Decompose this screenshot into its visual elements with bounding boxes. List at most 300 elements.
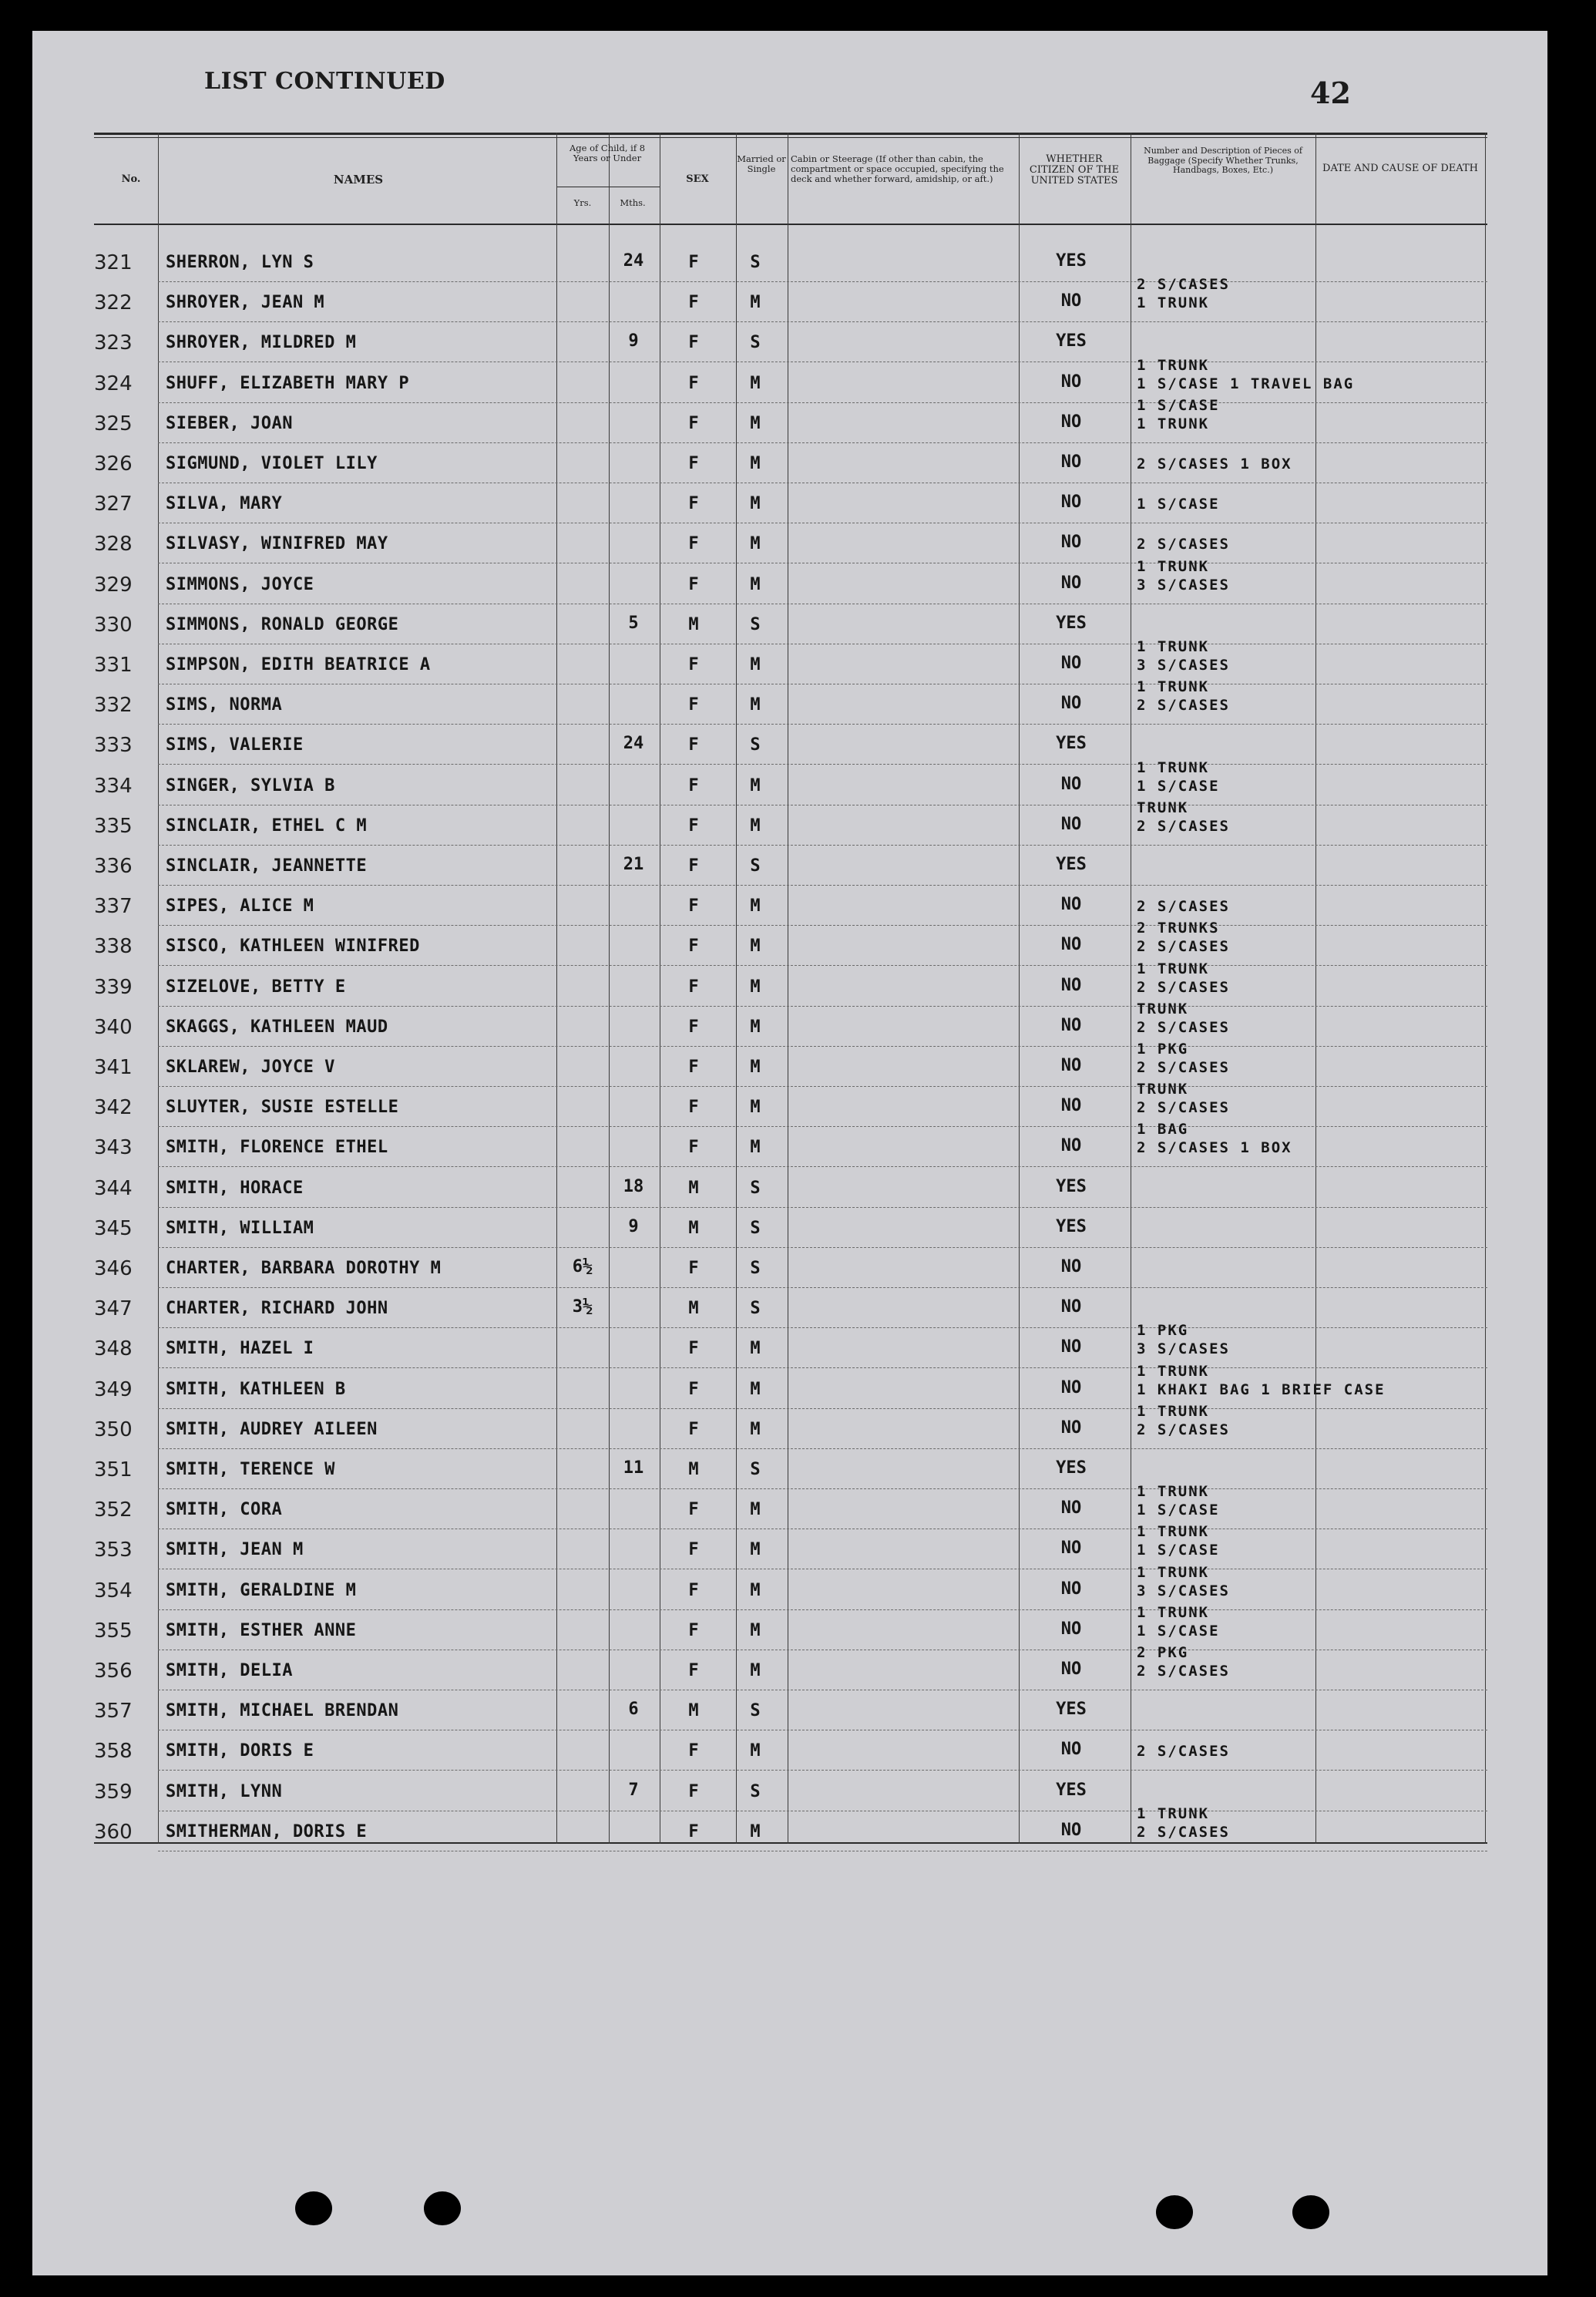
sex-value: M [688, 614, 699, 634]
sex-value: F [688, 896, 699, 916]
baggage-entry: 3 S/CASES [1137, 1582, 1230, 1599]
row-number: 325 [94, 412, 133, 436]
passenger-name: SMITH, CORA [166, 1500, 283, 1520]
citizen-value: NO [1060, 1418, 1082, 1438]
age-months: 6 [628, 1700, 639, 1720]
sex-value: F [688, 494, 699, 514]
sex-value: F [688, 1259, 699, 1278]
sex-value: F [688, 1580, 699, 1600]
citizen-value: NO [1060, 291, 1082, 311]
row-rule [158, 1408, 1487, 1409]
row-rule [158, 1166, 1487, 1167]
citizen-value: NO [1060, 1498, 1082, 1518]
row-number: 324 [94, 372, 133, 395]
baggage-entry: 2 S/CASES [1137, 817, 1230, 835]
citizen-value: NO [1060, 1539, 1082, 1559]
baggage-entry: TRUNK [1137, 799, 1189, 816]
baggage-entry: 2 S/CASES [1137, 276, 1230, 294]
sex-value: F [688, 1379, 699, 1399]
row-number: 360 [94, 1820, 133, 1844]
passenger-name: SMITHERMAN, DORIS E [166, 1821, 368, 1841]
marital-status: M [750, 1098, 761, 1118]
row-number: 326 [94, 452, 133, 476]
passenger-name: SILVA, MARY [166, 494, 283, 514]
rule-line [94, 137, 1487, 138]
punch-hole [295, 2191, 332, 2225]
row-rule [158, 1086, 1487, 1087]
citizen-value: NO [1060, 774, 1082, 794]
punch-hole [424, 2191, 461, 2225]
passenger-name: SHROYER, JEAN M [166, 293, 325, 313]
sex-value: F [688, 413, 699, 433]
sex-value: F [688, 1781, 699, 1801]
passenger-name: SMITH, GERALDINE M [166, 1580, 357, 1600]
sex-value: F [688, 293, 699, 313]
marital-status: S [750, 614, 761, 634]
baggage-entry: 1 TRUNK [1137, 1402, 1210, 1420]
marital-status: M [750, 1580, 761, 1600]
rule-line [94, 1842, 1487, 1844]
marital-status: S [750, 333, 761, 353]
citizen-value: NO [1060, 493, 1082, 513]
age-months: 21 [623, 855, 644, 874]
baggage-entry: 1 BAG [1137, 1121, 1189, 1138]
sex-value: F [688, 333, 699, 353]
marital-status: S [750, 1218, 761, 1238]
row-number: 353 [94, 1539, 133, 1562]
baggage-entry: 1 TRUNK [1137, 1804, 1210, 1822]
marital-status: S [750, 1701, 761, 1721]
passenger-name: SIMMONS, RONALD GEORGE [166, 614, 399, 634]
sex-value: M [688, 1218, 699, 1238]
marital-status: M [750, 1138, 761, 1158]
row-number: 339 [94, 975, 133, 999]
baggage-entry: 1 TRUNK [1137, 1362, 1210, 1380]
sex-value: F [688, 1821, 699, 1841]
row-number: 334 [94, 774, 133, 798]
sex-value: F [688, 937, 699, 957]
citizen-value: NO [1060, 814, 1082, 834]
passenger-name: SLUYTER, SUSIE ESTELLE [166, 1098, 399, 1118]
row-number: 352 [94, 1498, 133, 1522]
citizen-value: YES [1056, 1780, 1087, 1800]
baggage-entry: 1 TRUNK [1137, 1523, 1210, 1541]
baggage-entry: 2 S/CASES [1137, 1099, 1230, 1117]
marital-status: M [750, 1620, 761, 1640]
passenger-name: SKLAREW, JOYCE V [166, 1058, 335, 1077]
col-header-yrs: Yrs. [573, 197, 592, 208]
row-rule [158, 1448, 1487, 1449]
row-number: 331 [94, 654, 133, 677]
baggage-entry: 2 S/CASES [1137, 1663, 1230, 1680]
passenger-name: SMITH, FLORENCE ETHEL [166, 1138, 388, 1158]
row-number: 335 [94, 814, 133, 838]
passenger-name: SMITH, HORACE [166, 1178, 304, 1198]
col-header-names: NAMES [333, 173, 384, 187]
row-rule [158, 281, 1487, 282]
row-number: 333 [94, 734, 133, 758]
citizen-value: YES [1056, 1700, 1087, 1720]
row-rule [158, 1367, 1487, 1368]
row-number: 349 [94, 1377, 133, 1401]
citizen-value: NO [1060, 1740, 1082, 1760]
age-months: 24 [623, 734, 644, 754]
marital-status: S [750, 253, 761, 272]
baggage-entry: 1 TRUNK [1137, 758, 1210, 776]
baggage-entry: 2 S/CASES [1137, 536, 1230, 553]
marital-status: M [750, 1379, 761, 1399]
citizen-value: NO [1060, 452, 1082, 472]
row-rule [158, 1327, 1487, 1328]
citizen-value: YES [1056, 251, 1087, 271]
passenger-name: SMITH, WILLIAM [166, 1218, 314, 1238]
citizen-value: NO [1060, 654, 1082, 673]
sex-value: F [688, 1058, 699, 1077]
citizen-value: NO [1060, 533, 1082, 553]
marital-status: M [750, 494, 761, 514]
row-rule [158, 442, 1487, 443]
row-number: 323 [94, 331, 133, 355]
passenger-name: SIEBER, JOAN [166, 413, 293, 433]
sex-value: F [688, 655, 699, 674]
sex-value: F [688, 735, 699, 755]
baggage-entry: 1 TRUNK [1137, 294, 1210, 312]
baggage-entry: 1 PKG [1137, 1041, 1189, 1058]
baggage-entry: 3 S/CASES [1137, 657, 1230, 674]
citizen-value: NO [1060, 1337, 1082, 1357]
sex-value: M [688, 1178, 699, 1198]
citizen-value: NO [1060, 694, 1082, 714]
row-number: 350 [94, 1418, 133, 1441]
sex-value: F [688, 1138, 699, 1158]
sex-value: F [688, 534, 699, 554]
col-header-marital: Married or Single [737, 153, 786, 174]
marital-status: M [750, 937, 761, 957]
row-number: 329 [94, 573, 133, 597]
row-number: 355 [94, 1619, 133, 1643]
row-number: 330 [94, 613, 133, 637]
age-months: 11 [623, 1458, 644, 1478]
row-number: 321 [94, 251, 133, 274]
marital-status: S [750, 1178, 761, 1198]
passenger-name: SHUFF, ELIZABETH MARY P [166, 373, 410, 393]
baggage-entry: 2 S/CASES [1137, 938, 1230, 956]
age-months: 7 [628, 1780, 639, 1800]
sex-value: F [688, 1017, 699, 1037]
baggage-entry: TRUNK [1137, 1081, 1189, 1098]
row-rule [158, 885, 1487, 886]
citizen-value: NO [1060, 1297, 1082, 1317]
citizen-value: NO [1060, 1015, 1082, 1035]
age-months: 9 [628, 331, 639, 351]
marital-status: M [750, 293, 761, 313]
baggage-entry: 2 S/CASES [1137, 978, 1230, 996]
sex-value: F [688, 373, 699, 393]
marital-status: M [750, 574, 761, 594]
age-months: 24 [623, 251, 644, 271]
passenger-name: SIMPSON, EDITH BEATRICE A [166, 655, 431, 674]
passenger-name: CHARTER, BARBARA DOROTHY M [166, 1259, 442, 1278]
baggage-entry: 1 TRUNK [1137, 638, 1210, 655]
sex-value: F [688, 1339, 699, 1359]
row-rule [158, 1006, 1487, 1007]
baggage-entry: 1 TRUNK [1137, 678, 1210, 696]
marital-status: S [750, 1259, 761, 1278]
page-number: 42 [1310, 76, 1351, 110]
row-rule [158, 321, 1487, 322]
marital-status: M [750, 1661, 761, 1680]
row-rule [158, 1609, 1487, 1610]
marital-status: M [750, 1419, 761, 1439]
marital-status: S [750, 1460, 761, 1479]
col-header-baggage: Number and Description of Pieces of Baggage (Specify Whether Trunks, Handbags, Boxes, Etc.) [1144, 146, 1302, 175]
row-number: 338 [94, 935, 133, 959]
rule-line [158, 133, 159, 1844]
list-title: LIST CONTINUED [204, 68, 445, 95]
rule-line [1485, 133, 1486, 1844]
citizen-value: NO [1060, 1096, 1082, 1116]
baggage-entry: 3 S/CASES [1137, 1340, 1230, 1358]
row-rule [158, 1770, 1487, 1771]
citizen-value: NO [1060, 895, 1082, 915]
row-rule [158, 1207, 1487, 1208]
passenger-name: SIPES, ALICE M [166, 896, 314, 916]
baggage-entry: 1 S/CASE [1137, 1502, 1220, 1519]
citizen-value: NO [1060, 573, 1082, 593]
baggage-entry: 1 S/CASE [1137, 1622, 1220, 1640]
baggage-entry: 2 S/CASES 1 BOX [1137, 456, 1292, 473]
col-header-death: DATE AND CAUSE OF DEATH [1322, 163, 1478, 174]
passenger-name: SMITH, ESTHER ANNE [166, 1620, 357, 1640]
sex-value: F [688, 977, 699, 997]
citizen-value: NO [1060, 412, 1082, 432]
baggage-entry: 1 S/CASE [1137, 1542, 1220, 1559]
passenger-name: SMITH, LYNN [166, 1781, 283, 1801]
baggage-entry: 1 S/CASE 1 TRAVEL BAG [1137, 375, 1355, 392]
punch-hole [1156, 2195, 1193, 2229]
row-number: 337 [94, 895, 133, 919]
sex-value: F [688, 253, 699, 272]
sex-value: M [688, 1701, 699, 1721]
marital-status: M [750, 534, 761, 554]
sex-value: F [688, 454, 699, 473]
citizen-value: YES [1056, 734, 1087, 754]
citizen-value: YES [1056, 331, 1087, 351]
age-months: 9 [628, 1216, 639, 1236]
sex-value: F [688, 1540, 699, 1560]
marital-status: M [750, 1821, 761, 1841]
citizen-value: NO [1060, 1820, 1082, 1840]
marital-status: M [750, 373, 761, 393]
baggage-entry: 2 S/CASES [1137, 1823, 1230, 1841]
passenger-name: SMITH, HAZEL I [166, 1339, 314, 1359]
marital-status: S [750, 735, 761, 755]
passenger-name: SMITH, DORIS E [166, 1741, 314, 1761]
marital-status: M [750, 655, 761, 674]
row-number: 322 [94, 291, 133, 315]
citizen-value: NO [1060, 1257, 1082, 1276]
rule-line [556, 133, 557, 1844]
passenger-name: SHERRON, LYN S [166, 253, 314, 272]
marital-status: M [750, 816, 761, 836]
row-rule [158, 1126, 1487, 1127]
citizen-value: NO [1060, 1136, 1082, 1156]
marital-status: M [750, 1017, 761, 1037]
baggage-entry: 2 S/CASES [1137, 1018, 1230, 1036]
citizen-value: YES [1056, 855, 1087, 874]
sex-value: M [688, 1299, 699, 1319]
row-number: 345 [94, 1216, 133, 1240]
baggage-entry: 1 S/CASE [1137, 496, 1220, 513]
sex-value: F [688, 1500, 699, 1520]
citizen-value: NO [1060, 1660, 1082, 1679]
marital-status: M [750, 413, 761, 433]
passenger-name: SIZELOVE, BETTY E [166, 977, 346, 997]
sex-value: F [688, 1098, 699, 1118]
sex-value: F [688, 1741, 699, 1761]
citizen-value: YES [1056, 1458, 1087, 1478]
col-header-sex: SEX [686, 173, 709, 185]
baggage-entry: 1 S/CASE [1137, 396, 1220, 414]
passenger-name: SIGMUND, VIOLET LILY [166, 454, 378, 473]
marital-status: M [750, 1741, 761, 1761]
row-number: 356 [94, 1660, 133, 1683]
passenger-name: SMITH, JEAN M [166, 1540, 304, 1560]
baggage-entry: 1 TRUNK [1137, 1483, 1210, 1501]
row-number: 327 [94, 493, 133, 516]
marital-status: M [750, 1540, 761, 1560]
baggage-entry: 2 S/CASES [1137, 1743, 1230, 1761]
row-number: 351 [94, 1458, 133, 1481]
rule-line [736, 133, 737, 1844]
row-rule [158, 1247, 1487, 1248]
row-number: 342 [94, 1096, 133, 1120]
citizen-value: NO [1060, 1619, 1082, 1639]
row-number: 347 [94, 1297, 133, 1321]
marital-status: M [750, 775, 761, 795]
sex-value: F [688, 695, 699, 715]
baggage-entry: 2 S/CASES [1137, 697, 1230, 715]
passenger-name: SILVASY, WINIFRED MAY [166, 534, 388, 554]
row-number: 336 [94, 855, 133, 878]
baggage-entry: 2 TRUNKS [1137, 920, 1220, 937]
baggage-entry: 1 KHAKI BAG 1 BRIEF CASE [1137, 1381, 1386, 1398]
col-header-cabin: Cabin or Steerage (If other than cabin, the compartment or space occupied, specifying the deck and whether forward, amidship, or aft.) [791, 153, 1004, 184]
marital-status: M [750, 454, 761, 473]
row-rule [158, 1046, 1487, 1047]
baggage-entry: 3 S/CASES [1137, 576, 1230, 594]
passenger-name: SIMMONS, JOYCE [166, 574, 314, 594]
baggage-entry: 2 S/CASES [1137, 1059, 1230, 1076]
row-number: 343 [94, 1136, 133, 1160]
row-rule [158, 764, 1487, 765]
baggage-entry: 1 S/CASE [1137, 777, 1220, 795]
baggage-entry: 1 TRUNK [1137, 1563, 1210, 1581]
baggage-entry: 1 TRUNK [1137, 960, 1210, 977]
baggage-entry: 1 TRUNK [1137, 415, 1210, 432]
marital-status: M [750, 1500, 761, 1520]
row-rule [158, 402, 1487, 403]
row-rule [158, 1488, 1487, 1489]
citizen-value: YES [1056, 613, 1087, 633]
row-number: 340 [94, 1015, 133, 1039]
sex-value: F [688, 816, 699, 836]
sex-value: F [688, 775, 699, 795]
citizen-value: YES [1056, 1216, 1087, 1236]
passenger-name: SINCLAIR, ETHEL C M [166, 816, 368, 836]
passenger-name: SMITH, TERENCE W [166, 1460, 335, 1479]
passenger-name: SINGER, SYLVIA B [166, 775, 335, 795]
passenger-name: SMITH, AUDREY AILEEN [166, 1419, 378, 1439]
marital-status: M [750, 1339, 761, 1359]
baggage-entry: 1 TRUNK [1137, 356, 1210, 374]
baggage-entry: 2 S/CASES 1 BOX [1137, 1139, 1292, 1157]
row-rule [158, 845, 1487, 846]
citizen-value: NO [1060, 1579, 1082, 1599]
row-rule [158, 965, 1487, 966]
passenger-name: SISCO, KATHLEEN WINIFRED [166, 937, 420, 957]
citizen-value: NO [1060, 975, 1082, 995]
rule-line [94, 133, 1487, 135]
marital-status: S [750, 1299, 761, 1319]
baggage-entry: 1 TRUNK [1137, 1603, 1210, 1621]
col-header-mths: Mths. [620, 197, 646, 208]
marital-status: M [750, 896, 761, 916]
col-header-citizen: WHETHER CITIZEN OF THE UNITED STATES [1029, 153, 1120, 187]
row-number: 359 [94, 1780, 133, 1804]
row-number: 357 [94, 1700, 133, 1724]
marital-status: M [750, 1058, 761, 1077]
baggage-entry: 1 TRUNK [1137, 557, 1210, 575]
passenger-name: SIMS, NORMA [166, 695, 283, 715]
citizen-value: NO [1060, 372, 1082, 392]
row-rule [158, 724, 1487, 725]
citizen-value: NO [1060, 1377, 1082, 1397]
passenger-name: SINCLAIR, JEANNETTE [166, 856, 368, 876]
row-rule [158, 1287, 1487, 1288]
age-years: 6½ [572, 1257, 593, 1276]
age-months: 5 [628, 613, 639, 633]
citizen-value: NO [1060, 1056, 1082, 1075]
col-header-no: No. [121, 173, 141, 185]
baggage-entry: 2 S/CASES [1137, 898, 1230, 916]
row-number: 344 [94, 1176, 133, 1200]
passenger-name: SIMS, VALERIE [166, 735, 304, 755]
row-number: 348 [94, 1337, 133, 1361]
rule-line [1019, 133, 1020, 1844]
row-number: 354 [94, 1579, 133, 1603]
col-header-age: Age of Child, if 8 Years or Under [569, 143, 646, 163]
row-number: 346 [94, 1257, 133, 1280]
marital-status: S [750, 1781, 761, 1801]
passenger-name: SMITH, KATHLEEN B [166, 1379, 346, 1399]
sex-value: F [688, 1661, 699, 1680]
sex-value: F [688, 1419, 699, 1439]
baggage-entry: 1 PKG [1137, 1322, 1189, 1340]
baggage-entry: 2 PKG [1137, 1644, 1189, 1661]
rule-line [609, 133, 610, 1844]
sex-value: F [688, 574, 699, 594]
sex-value: M [688, 1460, 699, 1479]
marital-status: M [750, 695, 761, 715]
passenger-name: SHROYER, MILDRED M [166, 333, 357, 353]
age-years: 3½ [572, 1297, 593, 1317]
marital-status: M [750, 977, 761, 997]
sex-value: F [688, 856, 699, 876]
sex-value: F [688, 1620, 699, 1640]
passenger-name: SKAGGS, KATHLEEN MAUD [166, 1017, 388, 1037]
punch-hole [1292, 2195, 1329, 2229]
